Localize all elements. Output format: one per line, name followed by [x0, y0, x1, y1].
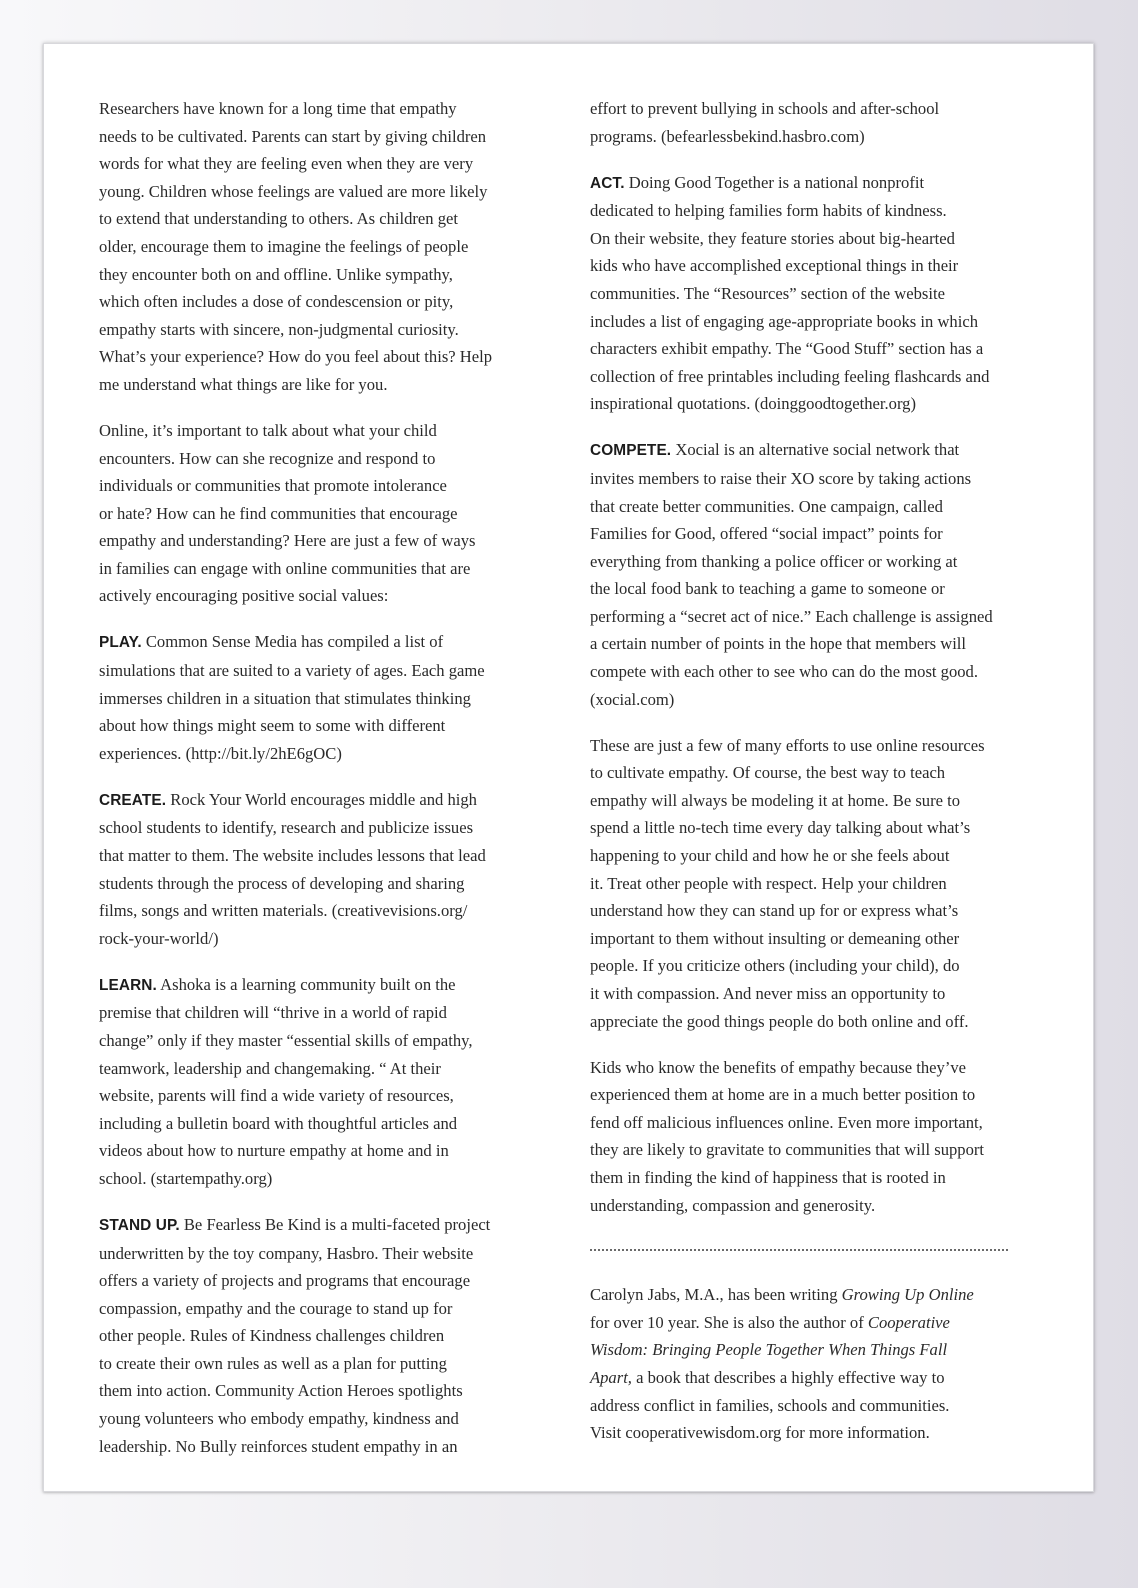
bio-text: a book that describes a highly effective way to	[631, 1367, 945, 1387]
text-line	[99, 178, 544, 206]
text-content: characters exhibit empathy. The “Good Stuff” section has a	[590, 339, 984, 359]
right-column-paragraphs	[590, 95, 1060, 1219]
text-line	[590, 493, 1060, 521]
text-line	[590, 1164, 1060, 1192]
text-line	[590, 225, 1060, 253]
text-line	[590, 197, 1060, 225]
text-line	[99, 1165, 544, 1193]
text-content: they encounter both on and offline. Unlike sympathy,	[99, 264, 453, 284]
text-content: spend a little no-tech time every day talking about what’s	[590, 818, 971, 838]
text-line	[590, 436, 1060, 465]
text-line	[590, 123, 1060, 151]
text-content: These are just a few of many efforts to use online resources	[590, 735, 985, 755]
book-title-cooperative-wisdom: Wisdom: Bringing People Together When Things Fall	[590, 1340, 948, 1360]
section-heading: STAND UP.	[99, 1216, 180, 1234]
text-content: understand how they can stand up for or express what’s	[590, 901, 959, 921]
text-content: needs to be cultivated. Parents can start by giving children	[99, 126, 487, 146]
text-content: it with compassion. And never miss an opportunity to	[590, 983, 946, 1003]
book-title-growing-up-online: Growing Up Online	[841, 1285, 974, 1305]
text-content: leadership. No Bully reinforces student empathy in an	[99, 1436, 458, 1456]
text-content: empathy will always be modeling it at home. Be sure to	[590, 790, 961, 810]
text-line	[590, 925, 1060, 953]
text-line	[590, 1192, 1060, 1220]
text-line	[590, 335, 1060, 363]
text-content: older, encourage them to imagine the feelings of people	[99, 236, 469, 256]
text-content: that matter to them. The website includes lessons that lead	[99, 846, 486, 866]
text-line	[99, 205, 544, 233]
text-line	[99, 1350, 544, 1378]
text-line	[99, 999, 544, 1027]
book-title-cooperative-wisdom: Cooperative	[867, 1312, 950, 1332]
text-line	[99, 1433, 544, 1461]
text-line	[590, 252, 1060, 280]
text-content: dedicated to helping families form habits of kindness.	[590, 201, 947, 221]
text-content: teamwork, leadership and changemaking. “ At their	[99, 1058, 441, 1078]
text-content: compassion, empathy and the courage to stand up for	[99, 1298, 453, 1318]
text-content: programs. (befearlessbekind.hasbro.com)	[590, 126, 865, 146]
text-line	[99, 316, 544, 344]
text-content: about how things might seem to some with different	[99, 716, 446, 736]
text-line	[590, 1109, 1060, 1137]
author-bio	[590, 1281, 1060, 1447]
text-content: them into action. Community Action Heroes spotlights	[99, 1381, 463, 1401]
text-line	[99, 261, 544, 289]
text-content: Families for Good, offered “social impact” points for	[590, 524, 943, 544]
author-bio-line-2	[590, 1309, 1060, 1337]
text-content: Researchers have known for a long time that empathy	[99, 99, 457, 118]
text-content: school students to identify, research and publicize issues	[99, 818, 474, 838]
text-content: students through the process of developing and sharing	[99, 873, 465, 893]
text-line	[99, 1240, 544, 1268]
text-content: which often includes a dose of condescension or pity,	[99, 292, 454, 312]
text-content: school. (startempathy.org)	[99, 1168, 273, 1188]
text-line	[99, 527, 544, 555]
text-line	[590, 548, 1060, 576]
text-content: the local food bank to teaching a game to someone or	[590, 579, 945, 599]
text-line	[590, 1136, 1060, 1164]
text-content: young volunteers who embody empathy, kindness and	[99, 1409, 459, 1429]
text-line	[99, 657, 544, 685]
text-content: including a bulletin board with thoughtful articles and	[99, 1113, 458, 1133]
paragraph	[590, 1054, 1060, 1220]
text-content: experiences. (http://bit.ly/2hE6gOC)	[99, 743, 342, 763]
text-line	[99, 417, 544, 445]
text-content: encounters. How can she recognize and respond to	[99, 448, 436, 468]
text-line	[590, 842, 1060, 870]
text-line	[99, 712, 544, 740]
section-stand-up	[99, 1211, 544, 1460]
section-compete	[590, 436, 1060, 713]
text-line	[590, 390, 1060, 418]
text-line	[590, 686, 1060, 714]
text-content: everything from thanking a police officer or working at	[590, 551, 958, 571]
text-content: kids who have accomplished exceptional things in their	[590, 256, 959, 276]
text-content: it. Treat other people with respect. Help your children	[590, 873, 947, 893]
text-line	[590, 169, 1060, 198]
section-heading: LEARN.	[99, 976, 157, 994]
text-content: immerses children in a situation that stimulates thinking	[99, 688, 471, 708]
text-content: important to them without insulting or demeaning other	[590, 928, 960, 948]
text-content: empathy starts with sincere, non-judgmental curiosity.	[99, 319, 459, 339]
text-line	[99, 150, 544, 178]
text-line	[99, 343, 544, 371]
text-content: they are likely to gravitate to communities that will support	[590, 1140, 985, 1160]
section-learn	[99, 971, 544, 1193]
text-line	[99, 1110, 544, 1138]
text-line	[99, 1211, 544, 1240]
text-content: performing a “secret act of nice.” Each challenge is assigned	[590, 606, 993, 626]
text-line	[99, 971, 544, 1000]
text-content: Rock Your World encourages middle and high	[166, 789, 477, 809]
text-content: young. Children whose feelings are valued are more likely	[99, 181, 488, 201]
text-content: other people. Rules of Kindness challenges children	[99, 1326, 445, 1346]
text-line	[590, 520, 1060, 548]
text-content: Kids who know the benefits of empathy because they’ve	[590, 1057, 967, 1077]
text-line	[99, 288, 544, 316]
text-line	[99, 1377, 544, 1405]
text-line	[590, 870, 1060, 898]
text-line	[590, 363, 1060, 391]
text-line	[99, 842, 544, 870]
bio-text: for over 10 year. She is also the author of	[590, 1312, 868, 1332]
text-content: happening to your child and how he or she feels about	[590, 846, 950, 866]
text-line	[99, 814, 544, 842]
text-content: offers a variety of projects and programs that encourage	[99, 1271, 471, 1291]
text-line	[99, 371, 544, 399]
text-content: simulations that are suited to a variety of ages. Each game	[99, 661, 485, 681]
text-content: experienced them at home are in a much better position to	[590, 1085, 976, 1105]
text-line	[590, 465, 1060, 493]
bio-text: Carolyn Jabs, M.A., has been writing	[590, 1285, 842, 1305]
text-line	[99, 1267, 544, 1295]
text-content: website, parents will find a wide variety of resources,	[99, 1086, 454, 1106]
text-line	[99, 897, 544, 925]
section-heading: PLAY.	[99, 634, 142, 652]
text-content: fend off malicious influences online. Even more important,	[590, 1112, 983, 1132]
text-line	[99, 555, 544, 583]
text-line	[590, 1054, 1060, 1082]
text-line	[99, 925, 544, 953]
text-content: Be Fearless Be Kind is a multi-faceted project	[179, 1214, 491, 1234]
text-line	[590, 603, 1060, 631]
author-bio-line-6: Visit cooperativewisdom.org for more information.	[590, 1423, 930, 1443]
text-content: to extend that understanding to others. As children get	[99, 209, 458, 229]
text-content: On their website, they feature stories about big-hearted	[590, 228, 955, 248]
text-content: to cultivate empathy. Of course, the best way to teach	[590, 763, 946, 783]
text-line	[590, 980, 1060, 1008]
text-line	[99, 1405, 544, 1433]
text-line	[590, 1081, 1060, 1109]
book-title-cooperative-wisdom: Apart,	[590, 1367, 632, 1387]
text-line	[590, 952, 1060, 980]
text-line	[99, 1322, 544, 1350]
text-content: empathy and understanding? Here are just a few of ways	[99, 531, 476, 551]
text-content: collection of free printables including feeling flashcards and	[590, 366, 990, 386]
text-line	[99, 628, 544, 657]
text-content: change” only if they master “essential skills of empathy,	[99, 1030, 473, 1050]
text-line	[590, 1008, 1060, 1036]
text-line	[99, 445, 544, 473]
text-line	[590, 630, 1060, 658]
text-line	[590, 759, 1060, 787]
text-line	[590, 575, 1060, 603]
text-line	[99, 1027, 544, 1055]
section-play	[99, 628, 544, 767]
section-heading: CREATE.	[99, 791, 167, 809]
dotted-divider	[590, 1249, 1008, 1251]
text-content: or hate? How can he find communities that encourage	[99, 503, 458, 523]
text-line	[590, 95, 1060, 123]
text-content: people. If you criticize others (including your child), do	[590, 956, 960, 976]
text-content: (xocial.com)	[590, 689, 675, 709]
text-content: Xocial is an alternative social network that	[671, 440, 960, 460]
text-line	[590, 308, 1060, 336]
text-line	[99, 1055, 544, 1083]
text-line	[99, 582, 544, 610]
section-heading: COMPETE.	[590, 442, 672, 460]
text-content: Ashoka is a learning community built on the	[156, 974, 456, 994]
text-line	[99, 500, 544, 528]
text-content: includes a list of engaging age-appropriate books in which	[590, 311, 979, 331]
text-line	[99, 786, 544, 815]
text-content: films, songs and written materials. (creativevisions.org/	[99, 901, 468, 921]
text-line	[99, 1295, 544, 1323]
text-content: What’s your experience? How do you feel about this? Help	[99, 347, 493, 367]
text-line	[99, 740, 544, 768]
text-line	[590, 814, 1060, 842]
text-content: them in finding the kind of happiness that is rooted in	[590, 1167, 946, 1187]
text-line	[99, 685, 544, 713]
text-content: me understand what things are like for you.	[99, 374, 388, 394]
text-line	[99, 1082, 544, 1110]
text-content: Online, it’s important to talk about what your child	[99, 420, 437, 440]
text-content: videos about how to nurture empathy at home and in	[99, 1141, 449, 1161]
paragraph	[99, 95, 544, 399]
text-line	[99, 472, 544, 500]
text-line	[99, 1137, 544, 1165]
text-content: to create their own rules as well as a plan for putting	[99, 1353, 447, 1373]
text-content: individuals or communities that promote intolerance	[99, 476, 447, 496]
text-content: a certain number of points in the hope that members will	[590, 634, 967, 654]
text-line	[590, 280, 1060, 308]
text-content: premise that children will “thrive in a world of rapid	[99, 1003, 447, 1023]
text-content: Common Sense Media has compiled a list of	[141, 632, 444, 652]
text-content: appreciate the good things people do both online and off.	[590, 1011, 969, 1031]
text-content: words for what they are feeling even when they are very	[99, 154, 474, 174]
text-content: invites members to raise their XO score by taking actions	[590, 468, 972, 488]
section-act	[590, 169, 1060, 418]
text-line	[590, 897, 1060, 925]
paragraph	[590, 732, 1060, 1036]
text-content: in families can engage with online communities that are	[99, 558, 471, 578]
text-line	[99, 123, 544, 151]
text-content: inspirational quotations. (doinggoodtogether.org)	[590, 394, 916, 414]
author-bio-line-1	[590, 1281, 1060, 1309]
text-content: communities. The “Resources” section of the website	[590, 283, 945, 303]
left-column	[99, 95, 544, 1479]
section-create	[99, 786, 544, 953]
text-line	[99, 95, 544, 123]
text-line	[99, 870, 544, 898]
text-content: underwritten by the toy company, Hasbro. Their website	[99, 1243, 474, 1263]
text-content: that create better communities. One campaign, called	[590, 496, 943, 516]
text-content: compete with each other to see who can do the most good.	[590, 662, 979, 682]
document-page	[43, 43, 1094, 1492]
paragraph	[590, 95, 1060, 150]
text-line	[99, 233, 544, 261]
text-content: understanding, compassion and generosity.	[590, 1195, 876, 1215]
author-bio-line-5: address conflict in families, schools and communities.	[590, 1395, 950, 1415]
author-bio-line-3	[590, 1336, 1060, 1364]
text-content: actively encouraging positive social values:	[99, 586, 389, 606]
right-column	[590, 95, 1060, 1465]
text-content: Doing Good Together is a national nonprofit	[624, 172, 925, 192]
section-heading: ACT.	[590, 174, 625, 192]
text-line	[590, 732, 1060, 760]
text-content: effort to prevent bullying in schools and after-school	[590, 99, 940, 118]
text-content: rock-your-world/)	[99, 928, 219, 948]
author-bio-line-4	[590, 1364, 1060, 1392]
text-line	[590, 658, 1060, 686]
text-line	[590, 787, 1060, 815]
paragraph	[99, 417, 544, 610]
